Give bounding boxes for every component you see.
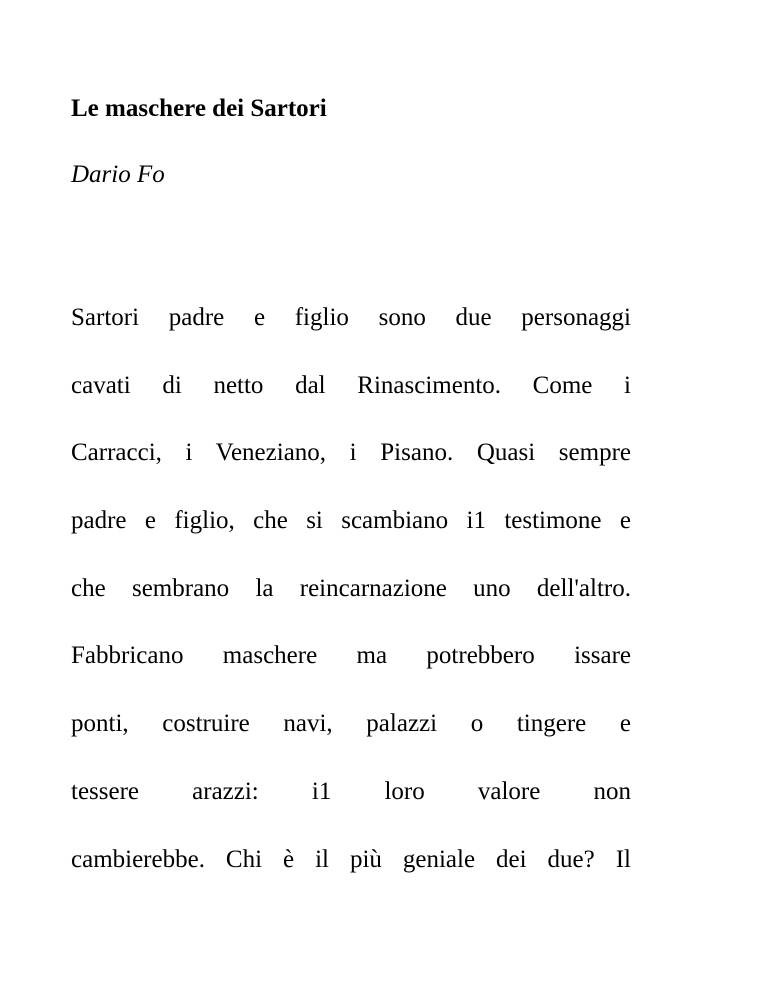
document-author: Dario Fo — [71, 161, 165, 188]
body-paragraph — [71, 295, 631, 904]
text-line: Sartori padre e figlio sono due personaggi — [71, 304, 631, 331]
text-line: che sembrano la reincarnazione uno dell'altro. — [71, 574, 631, 602]
text-line: cambierebbe. Chi è il più geniale dei due? Il — [71, 845, 631, 873]
text-line: tessere arazzi: i1 loro valore non — [71, 777, 631, 805]
text-line: Carracci, i Veneziano, i Pisano. Quasi sempre — [71, 439, 631, 467]
text-line: ponti, costruire navi, palazzi o tingere e — [71, 710, 631, 738]
text-line: padre e figlio, che si scambiano i1 testimone e — [71, 507, 631, 535]
text-line: cavati di netto dal Rinascimento. Come i — [71, 371, 631, 399]
document-title: Le maschere dei Sartori — [71, 95, 327, 122]
text-line: Fabbricano maschere ma potrebbero issare — [71, 642, 631, 670]
